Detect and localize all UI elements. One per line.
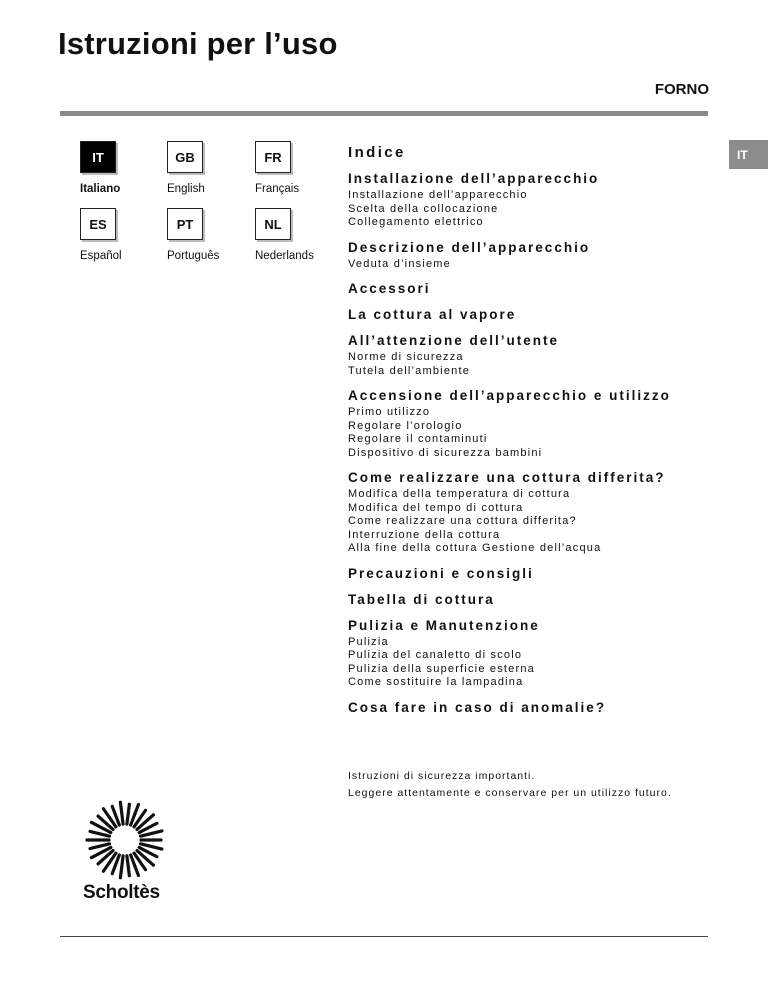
toc-subitem[interactable]: Interruzione della cottura (348, 528, 501, 541)
footer-divider (60, 936, 708, 937)
toc-section (348, 333, 738, 378)
toc-section (348, 618, 738, 690)
sunburst-ray (120, 802, 123, 824)
language-code-box: ES (80, 208, 116, 240)
language-side-tab: IT (729, 140, 768, 169)
toc-subitem[interactable]: Modifica della temperatura di cottura (348, 488, 571, 500)
toc-subitem[interactable]: Come sostituire la lampadina (348, 676, 524, 688)
header-divider (60, 111, 708, 116)
toc-section-title[interactable]: All’attenzione dell’utente (348, 333, 560, 348)
toc-subitem[interactable]: Regolare l’orologio (348, 419, 463, 432)
language-name: Français (255, 183, 300, 195)
toc-section (348, 307, 738, 323)
toc-subitem[interactable]: Pulizia della superficie esterna (348, 662, 535, 675)
language-name: Italiano (80, 183, 121, 195)
toc-subitem[interactable]: Pulizia del canaletto di scolo (348, 649, 523, 661)
language-code-box: GB (167, 141, 203, 173)
language-code-box: PT (167, 208, 203, 240)
language-name: Nederlands (255, 250, 314, 262)
toc-heading: Indice (348, 144, 406, 161)
toc-subitem[interactable]: Collegamento elettrico (348, 216, 484, 228)
language-name: English (167, 183, 205, 195)
toc-subitem[interactable]: Regolare il contaminuti (348, 433, 488, 445)
toc-section-title[interactable]: Accensione dell’apparecchio e utilizzo (348, 388, 671, 403)
sunburst-ray (127, 856, 129, 876)
language-option-it[interactable] (80, 141, 180, 195)
toc-section-title[interactable]: Come realizzare una cottura differita? (348, 470, 666, 485)
language-name: Español (80, 250, 122, 262)
toc-section (348, 592, 738, 608)
toc-subitem[interactable]: Veduta d’insieme (348, 257, 451, 270)
toc-section-title[interactable]: Cosa fare in caso di anomalie? (348, 699, 607, 715)
table-of-contents (348, 144, 738, 726)
sunburst-ray (120, 856, 123, 878)
toc-section-title[interactable]: La cottura al vapore (348, 307, 517, 322)
toc-subitem[interactable]: Alla fine della cottura Gestione dell’acqua (348, 542, 602, 554)
language-code-box: IT (80, 141, 116, 173)
language-code-box: FR (255, 141, 291, 173)
safety-note-line: Istruzioni di sicurezza importanti. (348, 770, 536, 782)
language-option-gb[interactable] (167, 141, 267, 195)
toc-section (348, 700, 738, 716)
toc-subitem[interactable]: Come realizzare una cottura differita? (348, 515, 577, 527)
toc-section-title[interactable]: Precauzioni e consigli (348, 565, 534, 581)
toc-subitem[interactable]: Dispositivo di sicurezza bambini (348, 446, 543, 459)
toc-sections (348, 171, 738, 716)
toc-section (348, 388, 738, 460)
toc-section (348, 171, 738, 230)
language-option-pt[interactable] (167, 208, 267, 262)
toc-subitem[interactable]: Scelta della collocazione (348, 202, 499, 215)
toc-subitem[interactable]: Pulizia (348, 635, 389, 648)
toc-subitem[interactable]: Primo utilizzo (348, 406, 431, 418)
sunburst-logo-icon (80, 800, 170, 880)
toc-section-title[interactable]: Descrizione dell’apparecchio (348, 239, 591, 255)
toc-section-title[interactable]: Tabella di cottura (348, 591, 495, 607)
language-code-box: NL (255, 208, 291, 240)
safety-note-line: Leggere attentamente e conservare per un utilizzo futuro. (348, 787, 672, 799)
toc-section (348, 281, 738, 297)
language-name: Português (167, 250, 220, 262)
toc-section-title[interactable]: Accessori (348, 281, 431, 296)
sunburst-ray (127, 804, 129, 824)
language-option-es[interactable] (80, 208, 180, 262)
language-option-nl[interactable] (255, 208, 355, 262)
product-label: FORNO (654, 81, 709, 98)
toc-subitem[interactable]: Modifica del tempo di cottura (348, 501, 524, 514)
brand-name: Scholtès (83, 882, 160, 903)
toc-section (348, 470, 738, 556)
toc-section (348, 240, 738, 272)
toc-section-title[interactable]: Pulizia e Manutenzione (348, 617, 540, 633)
brand-logo (80, 800, 170, 904)
document-title: Istruzioni per l’uso (58, 26, 338, 61)
toc-section (348, 566, 738, 582)
toc-subitem[interactable]: Installazione dell’apparecchio (348, 189, 528, 201)
safety-notes (348, 768, 672, 802)
language-option-fr[interactable] (255, 141, 355, 195)
toc-subitem[interactable]: Norme di sicurezza (348, 351, 464, 363)
toc-subitem[interactable]: Tutela dell’ambiente (348, 364, 471, 377)
toc-section-title[interactable]: Installazione dell’apparecchio (348, 171, 600, 186)
